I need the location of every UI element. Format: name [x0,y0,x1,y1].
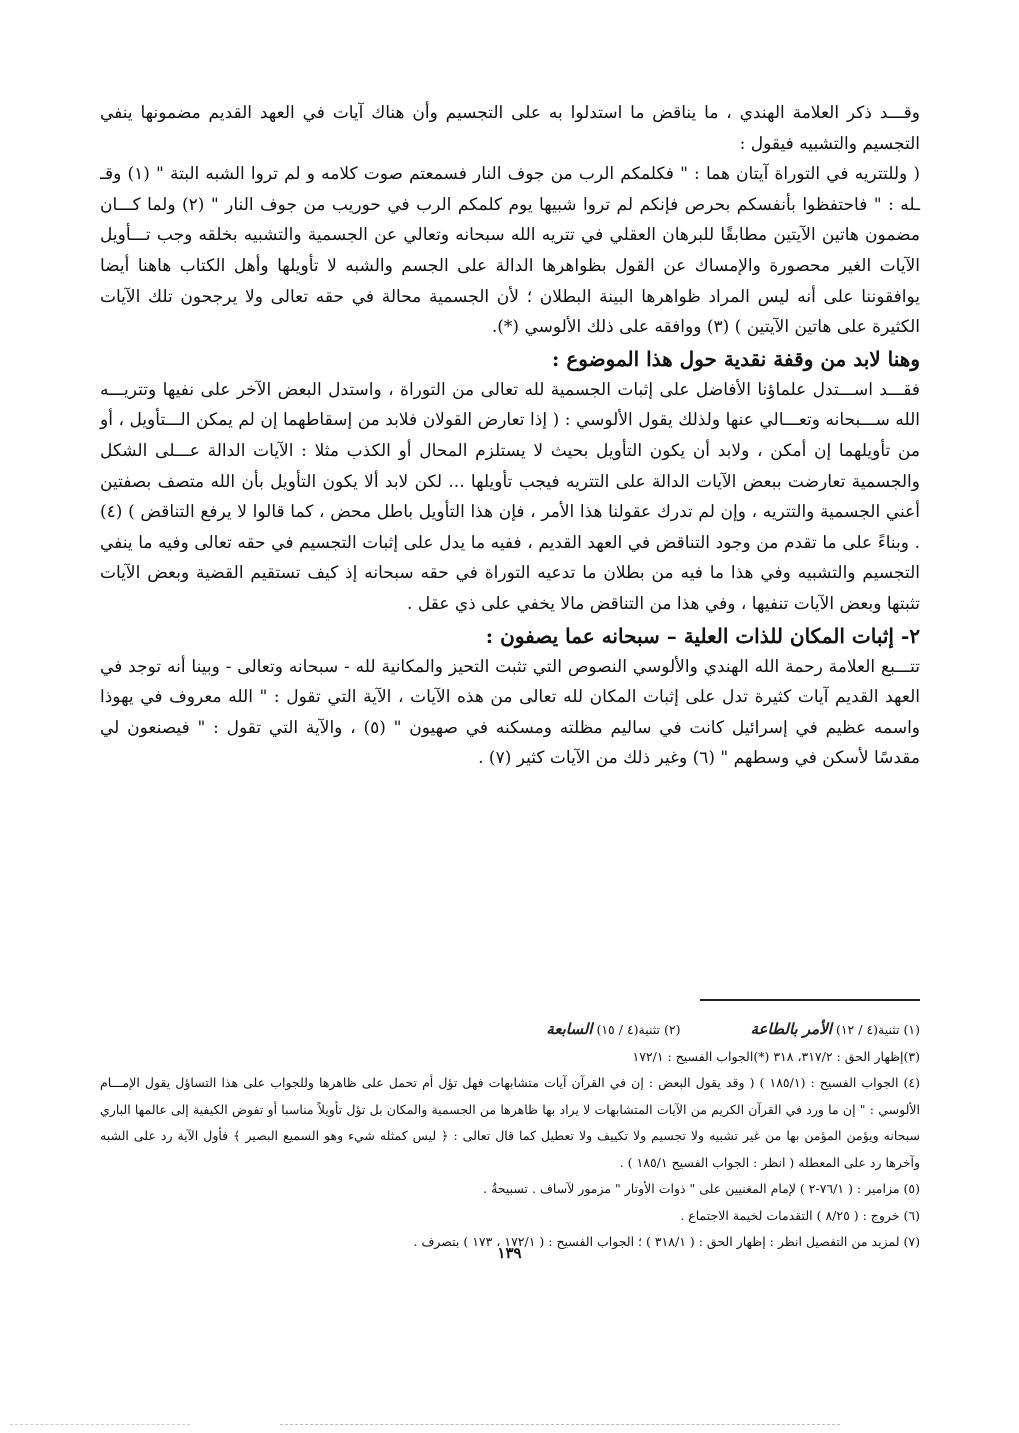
scan-edge-mark-left [10,1424,190,1425]
paragraph-critique: فقـــد اســـتدل علماؤنا الأفاضل على إثبات الجسمية لله تعالى من التوراة ، واستدل البعض الآخر على نفيها وتتريـــه الله ســـبحانه وتعـــالي عنها ولذلك يقول الألوسي : ( إذا تعارض القولان فلابد من إسقاطهما إن لم يمكن الـــتأويل ، أو من تأويلهما إن أمكن ، ولابد أن يكون التأويل بحيث لا يستلزم المحال أو الكذب مثلا : الآيات الدالة عـــلى الشكل والجسمية تعارضت ببعض الآيات الدالة على التتريه فيجب تأويلها ... لكن لابد ألا يكون التأويل بأن الله متصف بصفتين أعني الجسمية والتتريه ، وإن لم تدرك عقولنا هذا الأمر ، فإن هذا التأويل باطل محض ، كما قالوا لا يرفع التناقض ) (٤) . وبناءً على ما تقدم من وجود التناقض في العهد القديم ، ففيه ما يدل على إثبات التجسيم في حقه تعالى وفيه ما ينفي التجسيم والتشبيه وفي هذا ما فيه من بطلان ما تدعيه التوراة في حقه سبحانه إذ كيف تستقيم القضية وبعض الآيات تثبتها وبعض الآيات تنفيها ، وفي هذا من التناقض مالا يخفي على ذي عقل . [100,379,920,614]
body-text [100,98,920,774]
footnote-5: (٥) مزامير : ( ٧٦/١-٢ ) لإمام المغنيين على " ذوات الأوتار " مزمور لآساف . تسبيحةُ . [483,1181,920,1196]
footnote-7: (٧) لمزيد من التفصيل انظر : إظهار الحق : ( ٣١٨/١ ) ؛ الجواب الفسيح : ( ١٧٢/١ ، ١٧٣ ) بتصرف . [413,1234,920,1249]
heading-section-2: ٢- إثبات المكان للذات العلية – سبحانه عما يصفون : [485,623,920,648]
paragraph-place: تتـــبع العلامة رحمة الله الهندي والألوسي النصوص التي تثبت التحيز والمكانية لله - سبحانه وتعالى - وبينا أنه توجد في العهد القديم آيات كثيرة تدل على إثبات المكان لله تعالى من هذه الآيات ، الآية التي تقول : " الله معروف في يهوذا واسمه عظيم في إسرائيل كانت في ساليم مظلته ومسكنه في صهيون " (٥) ، والآية التي تقول : " فيصنعون لي مقدسًا لأسكن في وسطهم " (٦) وغير ذلك من الآيات كثير (٧) . [100,656,921,769]
paragraph-intro: وقـــد ذكر العلامة الهندي ، ما يناقض ما استدلوا به على التجسيم وأن هناك آيات في العهد القديم مضمونها ينفي التجسيم والتشبيه فيقول : [100,103,920,154]
footnote-1-handwriting: الأمر بالطاعة [750,1020,832,1038]
footnote-6: (٦) خروج : ( ٨/٢٥ ) التقدمات لخيمة الاجتماع . [680,1207,920,1223]
footnote-3: (٣)إظهار الحق : ٣١٧/٢، ٣١٨ (*)الجواب الفسيح : ١٧٢/١ [632,1048,920,1064]
paragraph-quote: ( وللتتريه في التوراة آيتان هما : " فكلمكم الرب من جوف النار فسمعتم صوت كلامه و لم تروا الشبه البتة " (١) وقـ ـله : " فاحتفظوا بأنفسكم بحرص فإنكم لم تروا شبيها يوم كلمكم الرب في حوريب من جوف النار " (٢) ولما كـــان مضمون هاتين الآيتين مطابقًا للبرهان العقلي في تتريه الله سبحانه وتعالي عن الجسمية والتشبيه بخلقه وجب تـــأويل الآيات الغير محصورة والإمساك عن القول بظواهرها الدالة على الجسم والشبه لا تأويلها وأهل الكتاب هاهنا أيضا يوافقوننا على أنه ليس المراد ظواهرها البينة البطلان ؛ لأن الجسمية محالة في حقه تعالى ولا يرجحون تلك الآيات الكثيرة على هاتين الآيتين ) (٣) ووافقه على ذلك الألوسي (*). [100,164,920,338]
footnote-2 [546,1016,680,1044]
footnote-2-text: (٢) تثنية(٤ / ١٥) [596,1022,681,1037]
footnote-separator [700,999,920,1001]
page-number: ١٣٩ [497,1244,522,1262]
footnote-4: (٤) الجواب الفسيح : (١٨٥/١ ) ( وقد يقول البعض : إن في القرآن آيات متشابهات فهل تؤل أم تحمل على ظاهرها وللجواب على هذا التساؤل يقول الإمـــام الألوسي : " إن ما ورد في القرآن الكريم من الآيات المتشابهات لا يراد بها ظاهرها من الجسمية والمكان بل تؤل تأويلاً مناسبا أو تفوض الكيفية إلى عالمها الباري سبحانه ويؤمن المؤمن بها من غير تشبيه ولا تجسيم ولا تكييف ولا تعطيل كما قال تعالى : ﴿ ليس كمثله شيء وهو السميع البصير ﴾ فأول الآية رد على الشبه وآخرها رد على المعطله ( انظر : الجواب الفسيح ١٨٥/١ ) . [100,1075,920,1170]
footnote-1-text: (١) تثنية(٤ / ١٢) [835,1022,920,1037]
footnotes [100,1016,920,1256]
footnote-1 [751,1016,921,1044]
scan-edge-mark [280,1424,840,1425]
footnote-2-handwriting: السابعة [546,1020,593,1038]
footnote-row-1-2 [100,1016,920,1044]
heading-critical-pause: وهنا لابد من وقفة نقدية حول هذا الموضوع : [552,346,920,371]
